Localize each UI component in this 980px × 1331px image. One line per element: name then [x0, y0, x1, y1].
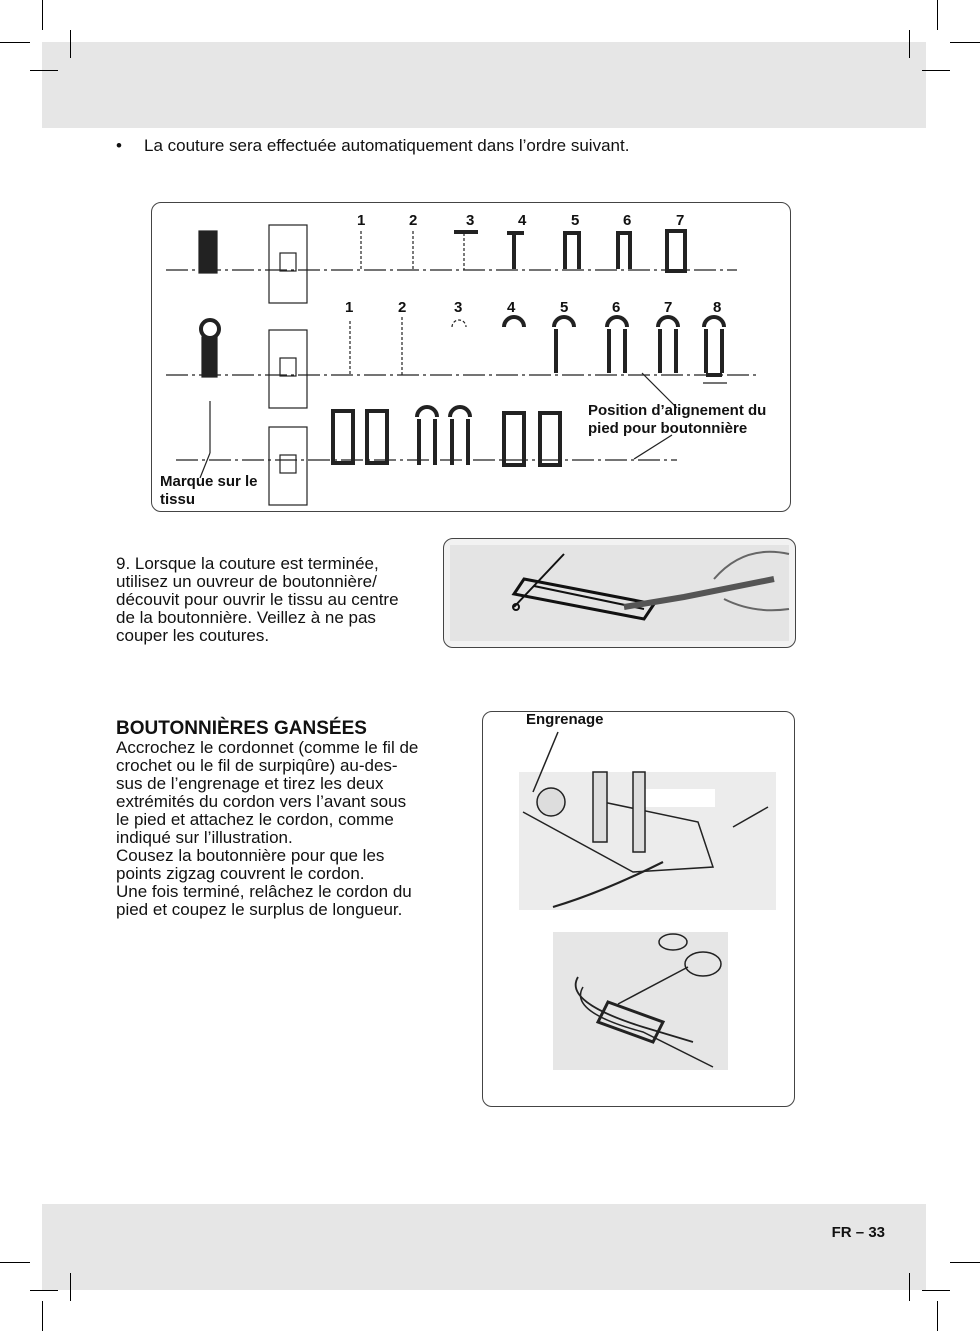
- row1-step-number: 1: [357, 212, 366, 229]
- row1-step-number: 3: [466, 212, 475, 229]
- alignment-position-label: Position d’alignement du pied pour boutonnière: [588, 402, 767, 437]
- row2-step-number: 3: [454, 299, 463, 316]
- page-number: FR – 33: [831, 1224, 885, 1241]
- row2-step-number: 7: [664, 299, 673, 316]
- row1-step-number: 6: [623, 212, 632, 229]
- sequence-illustration: [152, 203, 790, 511]
- seam-ripper-figure: [443, 538, 796, 648]
- step-9-text: 9. Lorsque la couture est terminée, utilisez un ouvreur de boutonnière/ découvit pour ouvrir le tissu au centre de la boutonnière. Veillez à ne pas couper les coutures.: [116, 554, 399, 645]
- row1-step-number: 2: [409, 212, 418, 229]
- row2-step-number: 8: [713, 299, 722, 316]
- corded-buttonhole-illustration: [483, 712, 794, 1106]
- header-band: [42, 42, 926, 128]
- seam-ripper-illustration: [444, 539, 795, 647]
- section-body: Accrochez le cordonnet (comme le fil de crochet ou le fil de surpiqûre) au-des- sus de l’engrenage et tirez les deux extrémités du cordon vers l’avant sous le pied et attachez le cordon, comme indiqué sur l’illustration. Cousez la boutonnière pour que les points zigzag couvrent le cordon. Une fois terminé, relâchez le cordon du pied et coupez le surplus de longueur.: [116, 738, 419, 919]
- footer-band: [42, 1204, 926, 1290]
- fabric-mark-label: Marque sur le tissu: [160, 473, 258, 508]
- gear-label: Engrenage: [526, 711, 604, 728]
- row2-step-number: 2: [398, 299, 407, 316]
- row1-step-number: 4: [518, 212, 527, 229]
- corded-buttonhole-figure: [482, 711, 795, 1107]
- bullet: •: [116, 136, 122, 155]
- row2-step-number: 6: [612, 299, 621, 316]
- row2-step-number: 1: [345, 299, 354, 316]
- row2-step-number: 5: [560, 299, 569, 316]
- row2-step-number: 4: [507, 299, 516, 316]
- buttonhole-sequence-diagram: [151, 202, 791, 512]
- row1-step-number: 7: [676, 212, 685, 229]
- section-heading: BOUTONNIÈRES GANSÉES: [116, 718, 367, 739]
- row1-step-number: 5: [571, 212, 580, 229]
- bullet-text: La couture sera effectuée automatiquement dans l’ordre suivant.: [144, 136, 630, 155]
